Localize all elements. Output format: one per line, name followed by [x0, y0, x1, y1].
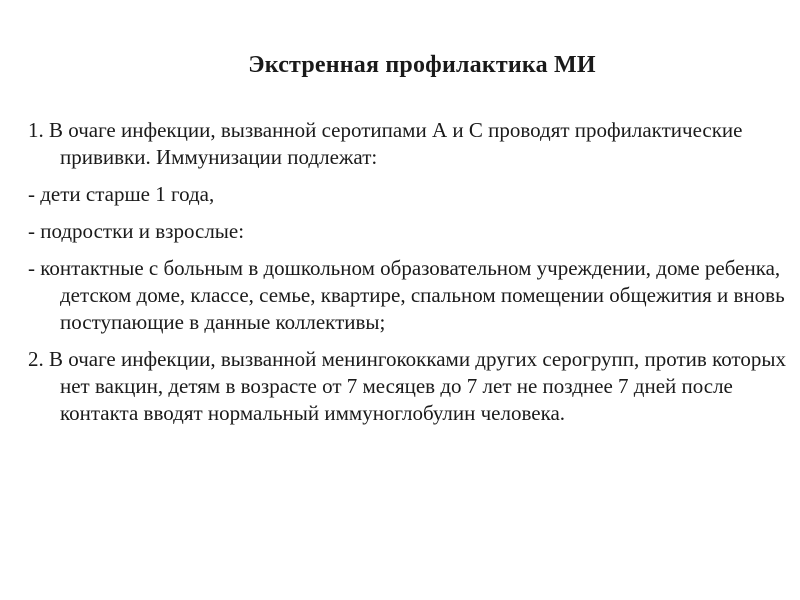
paragraph-item-3: - подростки и взрослые:	[28, 219, 245, 243]
paragraph-item-2: - дети старше 1 года,	[28, 182, 215, 206]
paragraph-item-5: 2. В очаге инфекции, вызванной менингококками других серогрупп, против которых нет вакцин, детям в возрасте от 7 месяцев до 7 лет не позднее 7 дней после контакта вводят нормальный иммуноглобулин человека.	[28, 347, 786, 425]
paragraph-item-4: - контактные с больным в дошкольном образовательном учреждении, доме ребенка, детском доме, классе, семье, квартире, спальном помещении общежития и вновь поступающие в данные коллективы;	[28, 256, 785, 334]
paragraph-item-1: 1. В очаге инфекции, вызванной серотипами А и С проводят профилактические прививки. Иммунизации подлежат:	[28, 118, 743, 169]
slide-title: Экстренная профилактика МИ	[248, 52, 596, 78]
slide-body	[28, 117, 788, 437]
